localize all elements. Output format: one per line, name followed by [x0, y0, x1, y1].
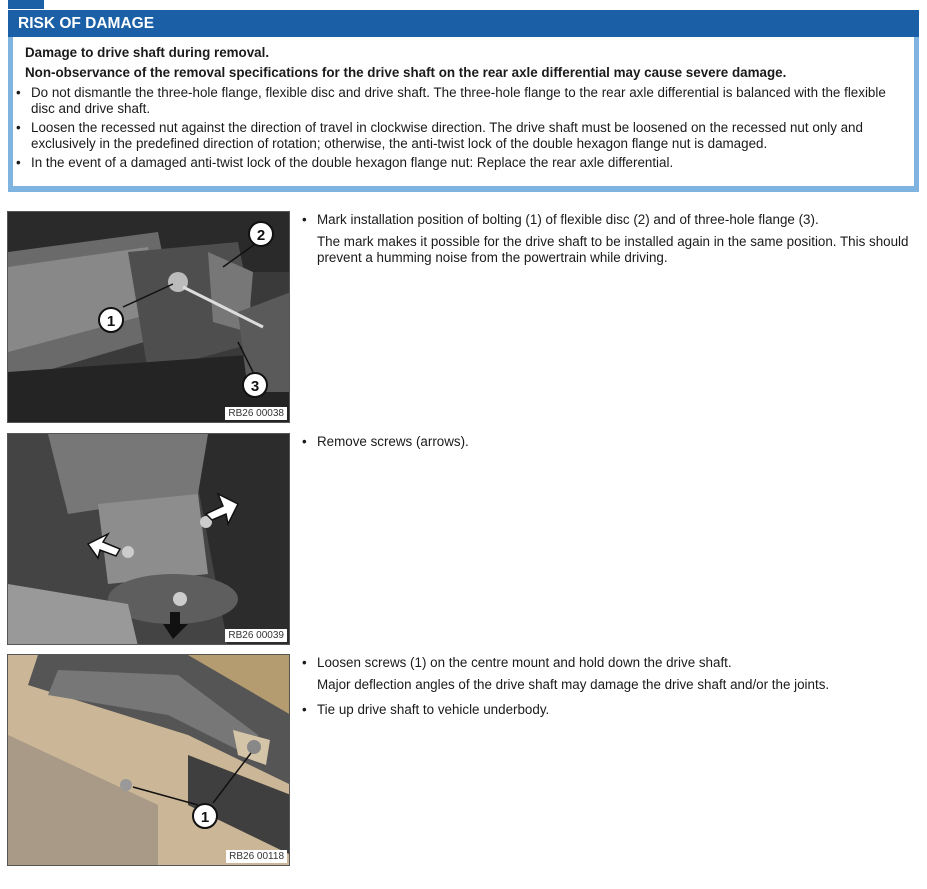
image-ref: RB26 00039: [225, 629, 287, 642]
bullet-icon: •: [302, 655, 307, 670]
warning-bullet-list: [16, 85, 902, 171]
warning-line: Damage to drive shaft during removal.: [25, 45, 270, 60]
bullet-icon: •: [302, 702, 307, 717]
step-3-photo: [7, 654, 290, 866]
warning-bullet: • In the event of a damaged anti-twist lock of the double hexagon flange nut: Replace the rear axle differential.: [16, 155, 674, 170]
warning-body: [13, 37, 914, 186]
warning-line: Non-observance of the removal specifications for the drive shaft on the rear axle differential may cause severe damage.: [25, 65, 787, 80]
bullet-icon: •: [16, 85, 21, 100]
image-ref: RB26 00118: [226, 850, 287, 863]
bullet-icon: •: [16, 120, 21, 135]
step-bullet: • Remove screws (arrows).: [302, 434, 469, 449]
step-1-instructions: [302, 212, 914, 275]
step-bullet: • Tie up drive shaft to vehicle underbody.: [302, 702, 550, 717]
step-bullet: • Mark installation position of bolting (1) of flexible disc (2) and of three-hole flange (3).: [302, 212, 819, 227]
step-3-instructions: [302, 655, 914, 727]
image-ref: RB26 00038: [225, 407, 287, 420]
step-note: Major deflection angles of the drive shaft may damage the drive shaft and/or the joints.: [317, 677, 830, 692]
svg-text:1: 1: [106, 313, 116, 330]
svg-text:3: 3: [250, 378, 260, 395]
step-1-photo: [7, 211, 290, 423]
header-tab-accent: [8, 0, 44, 9]
bullet-icon: •: [16, 155, 21, 170]
step-bullet: • Loosen screws (1) on the centre mount and hold down the drive shaft.: [302, 655, 732, 670]
step-2-instructions: [302, 434, 914, 459]
bullet-icon: •: [302, 434, 307, 449]
risk-of-damage-box: [8, 10, 919, 192]
bullet-icon: •: [302, 212, 307, 227]
warning-bullet: • Loosen the recessed nut against the direction of travel in clockwise direction. The drive shaft must be loosened on the recessed nut only and exclusively in the predefined direction of rotation; otherwise, the anti-twist lock of the double hexagon flange nut is damaged.: [16, 120, 863, 151]
step-note: The mark makes it possible for the drive shaft to be installed again in the same position. This should prevent a humming noise from the powertrain while driving.: [317, 234, 909, 265]
svg-text:1: 1: [200, 809, 210, 826]
svg-text:2: 2: [256, 227, 266, 244]
step-2-photo: [7, 433, 290, 645]
warning-title: RISK OF DAMAGE: [8, 10, 919, 37]
warning-bullet: • Do not dismantle the three-hole flange, flexible disc and drive shaft. The three-hole flange to the rear axle differential is balanced with the flexible disc and drive shaft.: [16, 85, 886, 116]
